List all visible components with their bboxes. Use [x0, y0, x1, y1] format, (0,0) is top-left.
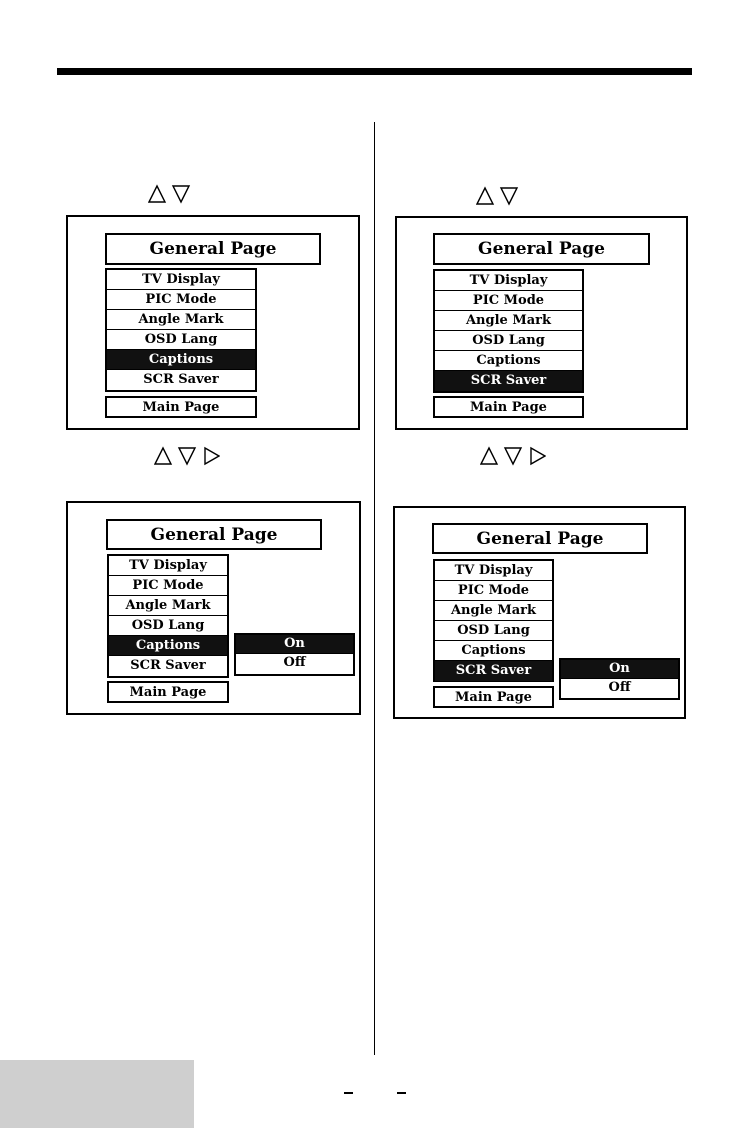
- down-triangle-icon: [501, 188, 517, 204]
- menu-item-angle-mark[interactable]: Angle Mark: [435, 601, 552, 621]
- up-triangle-icon: [477, 188, 493, 204]
- scr-saver-options: [559, 658, 680, 700]
- menu-item-tv-display[interactable]: TV Display: [435, 561, 552, 581]
- up-down-arrows: [476, 186, 520, 206]
- osd-panel-1: [66, 215, 360, 430]
- option-off[interactable]: Off: [283, 655, 306, 670]
- menu-item-pic-mode[interactable]: PIC Mode: [109, 576, 227, 596]
- up-down-right-arrows: [480, 446, 546, 466]
- main-page-button[interactable]: Main Page: [433, 396, 584, 418]
- menu-item-scr-saver[interactable]: SCR Saver: [143, 372, 219, 387]
- up-down-right-arrows: [154, 446, 220, 466]
- menu-item-scr-saver[interactable]: SCR Saver: [130, 658, 206, 673]
- menu-item-scr-saver[interactable]: SCR Saver: [435, 661, 552, 681]
- menu-item-osd-lang[interactable]: OSD Lang: [435, 331, 582, 351]
- main-page-button[interactable]: Main Page: [433, 686, 554, 708]
- menu-item-osd-lang[interactable]: OSD Lang: [109, 616, 227, 636]
- menu-item-captions[interactable]: Captions: [435, 641, 552, 661]
- header-rule: [57, 68, 692, 75]
- osd-panel-2: [395, 216, 688, 430]
- menu-item-captions[interactable]: Captions: [435, 351, 582, 371]
- up-triangle-icon: [155, 448, 171, 464]
- menu-item-tv-display[interactable]: TV Display: [435, 271, 582, 291]
- menu-item-pic-mode[interactable]: PIC Mode: [435, 291, 582, 311]
- menu-list: [433, 559, 554, 682]
- right-triangle-icon: [205, 448, 219, 464]
- osd-panel-4: [393, 506, 686, 719]
- menu-item-pic-mode[interactable]: PIC Mode: [107, 290, 255, 310]
- page-title: General Page: [432, 523, 648, 554]
- option-off[interactable]: Off: [608, 680, 631, 695]
- footer-dash-left: [344, 1092, 353, 1094]
- page-title: General Page: [106, 519, 322, 550]
- menu-list: [107, 554, 229, 678]
- captions-options: [234, 633, 355, 676]
- menu-item-angle-mark[interactable]: Angle Mark: [107, 310, 255, 330]
- menu-item-tv-display[interactable]: TV Display: [107, 270, 255, 290]
- option-on[interactable]: On: [236, 635, 353, 654]
- menu-list: [105, 268, 257, 392]
- down-triangle-icon: [173, 186, 189, 202]
- option-on[interactable]: On: [561, 660, 678, 679]
- menu-item-osd-lang[interactable]: OSD Lang: [107, 330, 255, 350]
- main-page-button[interactable]: Main Page: [107, 681, 229, 703]
- up-down-arrows: [148, 184, 192, 204]
- down-triangle-icon: [505, 448, 521, 464]
- osd-panel-3: [66, 501, 361, 715]
- column-divider: [374, 122, 375, 1055]
- down-triangle-icon: [179, 448, 195, 464]
- page-title: General Page: [105, 233, 321, 265]
- menu-item-angle-mark[interactable]: Angle Mark: [435, 311, 582, 331]
- up-triangle-icon: [481, 448, 497, 464]
- menu-item-osd-lang[interactable]: OSD Lang: [435, 621, 552, 641]
- page-title: General Page: [433, 233, 650, 265]
- menu-item-pic-mode[interactable]: PIC Mode: [435, 581, 552, 601]
- footer-dash-right: [397, 1092, 406, 1094]
- footer-tab: [0, 1060, 194, 1128]
- menu-item-captions[interactable]: Captions: [107, 350, 255, 370]
- menu-list: [433, 269, 584, 393]
- menu-item-angle-mark[interactable]: Angle Mark: [109, 596, 227, 616]
- right-triangle-icon: [531, 448, 545, 464]
- menu-item-tv-display[interactable]: TV Display: [109, 556, 227, 576]
- main-page-button[interactable]: Main Page: [105, 396, 257, 418]
- menu-item-captions[interactable]: Captions: [109, 636, 227, 656]
- menu-item-scr-saver[interactable]: SCR Saver: [435, 371, 582, 391]
- up-triangle-icon: [149, 186, 165, 202]
